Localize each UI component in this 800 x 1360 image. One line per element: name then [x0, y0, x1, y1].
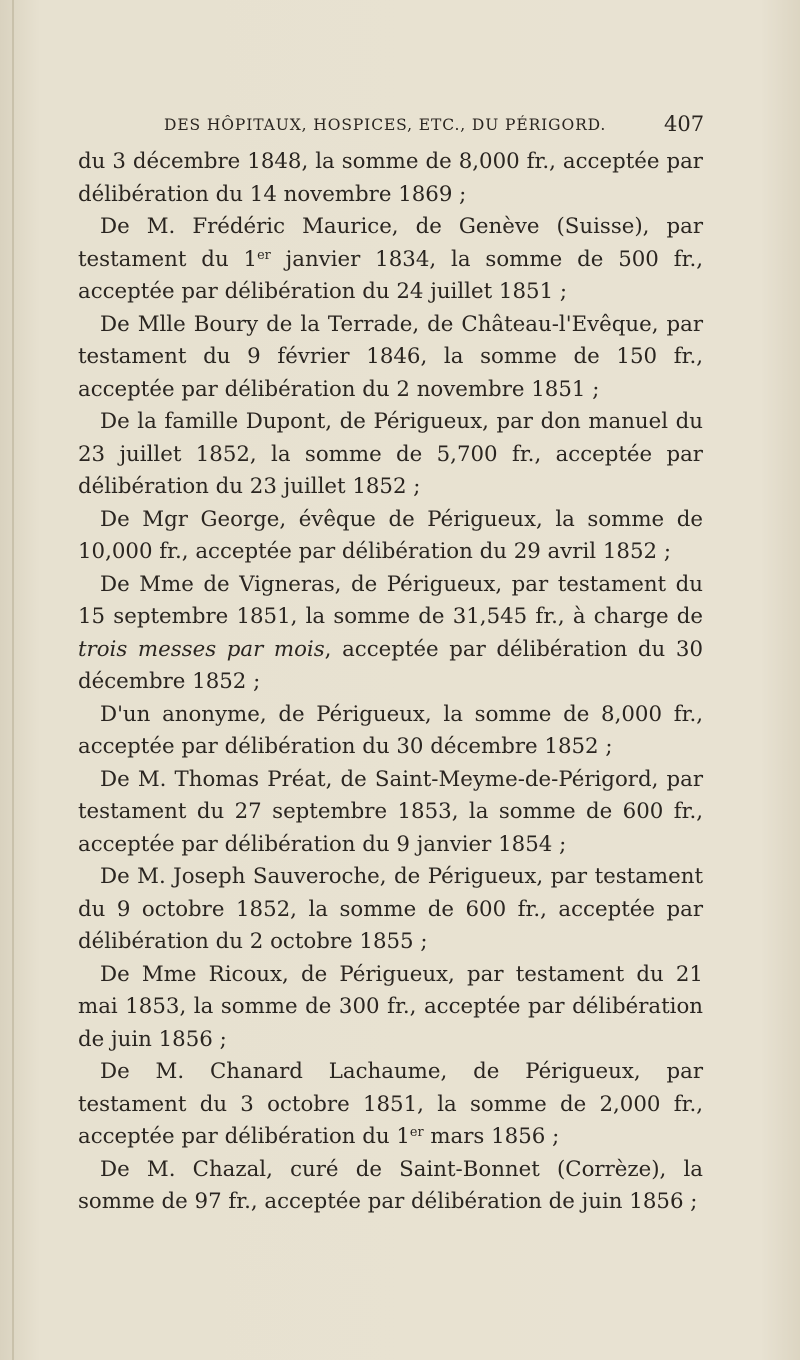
page-body	[78, 146, 703, 1219]
paragraph	[78, 146, 703, 211]
text-run: De la famille Dupont, de Périgueux, par don manuel du 23 juillet 1852, la somme de 5,700 fr., acceptée par délibération du 23 juillet 1852 ;	[78, 409, 703, 499]
paragraph	[78, 504, 703, 569]
text-run: janvier 1834, la somme de 500 fr., acceptée par délibération du 24 juillet 1851 ;	[78, 246, 703, 304]
text-run: De M. Joseph Sauveroche, de Périgueux, par testament du 9 octobre 1852, la somme de 600 fr., acceptée par délibération du 2 octobre 1855 ;	[78, 864, 703, 954]
italic-phrase: trois messes par mois	[78, 636, 325, 662]
binding-edge	[12, 0, 14, 1360]
superscript: er	[257, 247, 271, 263]
text-run: mars 1856 ;	[423, 1124, 560, 1149]
text-run: De M. Frédéric Maurice, de Genève (Suisse), par testament du 1	[78, 214, 703, 272]
text-run: du 3 décembre 1848, la somme de 8,000 fr., acceptée par délibération du 14 novembre 1869 ;	[78, 149, 703, 207]
paragraph	[78, 309, 703, 407]
paragraph	[78, 569, 703, 699]
text-run: De Mgr George, évêque de Périgueux, la somme de 10,000 fr., acceptée par délibération du 29 avril 1852 ;	[78, 506, 703, 564]
paragraph	[78, 211, 703, 309]
paragraph	[78, 861, 703, 959]
paragraph	[78, 1056, 703, 1154]
text-run: , acceptée par délibération du 30 décembre 1852 ;	[78, 636, 703, 694]
text-run: De M. Chazal, curé de Saint-Bonnet (Corrèze), la somme de 97 fr., acceptée par délibération de juin 1856 ;	[78, 1156, 703, 1214]
paragraph	[78, 764, 703, 862]
text-run: D'un anonyme, de Périgueux, la somme de 8,000 fr., acceptée par délibération du 30 décembre 1852 ;	[78, 701, 703, 759]
paragraph	[78, 406, 703, 504]
paragraph	[78, 699, 703, 764]
text-run: De Mme Ricoux, de Périgueux, par testament du 21 mai 1853, la somme de 300 fr., acceptée par délibération de juin 1856 ;	[78, 961, 703, 1052]
text-run: De M. Chanard Lachaume, de Périgueux, par testament du 3 octobre 1851, la somme de 2,000 fr., acceptée par délibération du 1	[78, 1059, 703, 1149]
superscript: er	[409, 1124, 424, 1140]
page-number: 407	[664, 112, 705, 136]
text-run: De Mme de Vigneras, de Périgueux, par testament du 15 septembre 1851, la somme de 31,545 fr., à charge de	[78, 571, 703, 629]
paragraph	[78, 959, 703, 1057]
text-run: De M. Thomas Préat, de Saint-Meyme-de-Périgord, par testament du 27 septembre 1853, la somme de 600 fr., acceptée par délibération du 9 janvier 1854 ;	[78, 766, 703, 857]
text-run: De Mlle Boury de la Terrade, de Château-l'Evêque, par testament du 9 février 1846, la somme de 150 fr., acceptée par délibération du 2 novembre 1851 ;	[78, 311, 703, 402]
running-title: DES HÔPITAUX, HOSPICES, ETC., DU PÉRIGORD.	[164, 116, 607, 134]
paragraph	[78, 1154, 703, 1219]
running-header	[0, 112, 800, 142]
